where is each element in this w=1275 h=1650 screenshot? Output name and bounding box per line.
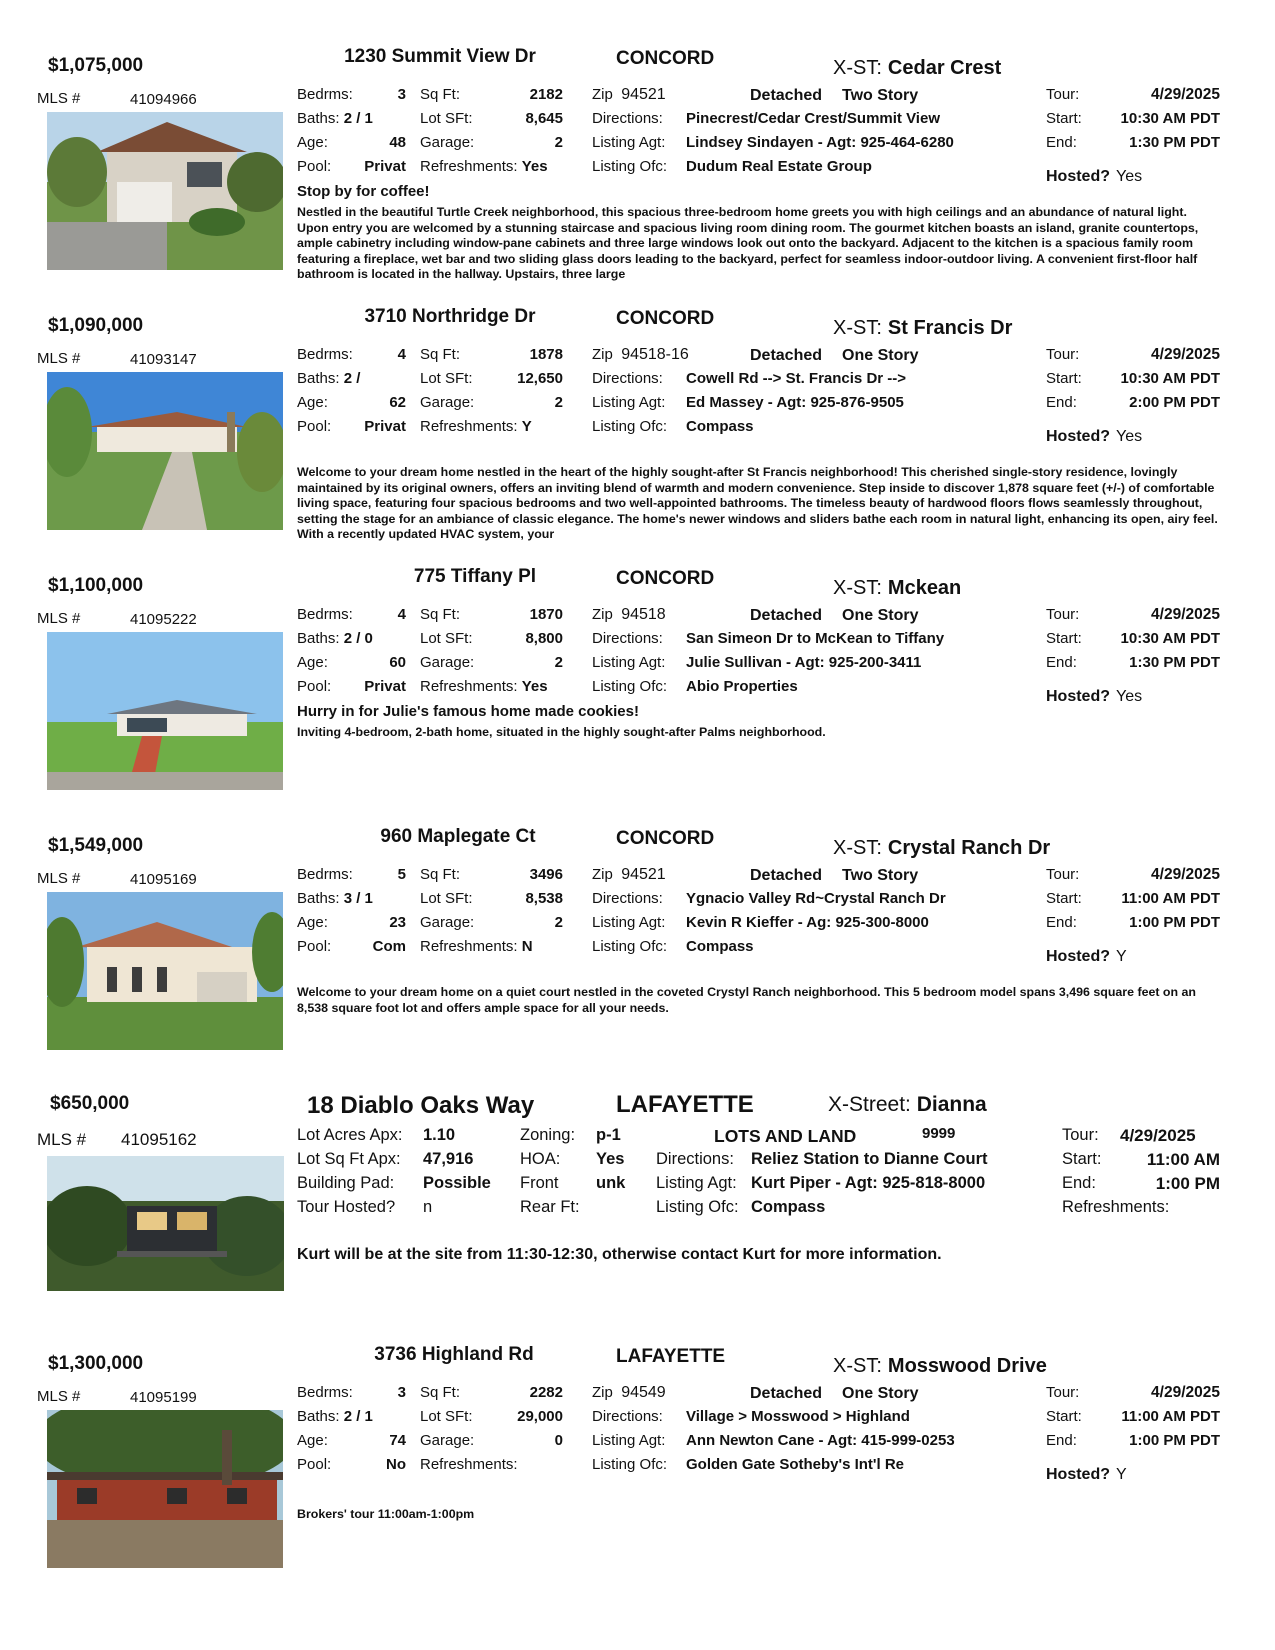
baths-label: Baths: 2 / 1 (297, 1408, 373, 1425)
building-pad-value: Possible (423, 1174, 491, 1192)
lot-sft-value: 8,800 (525, 630, 563, 647)
end-label: End: (1046, 134, 1077, 151)
mls-label: MLS # (37, 1130, 87, 1149)
listing-photo[interactable] (47, 112, 283, 270)
start-label: Start: (1046, 370, 1082, 387)
lot-sft-value: 8,645 (525, 110, 563, 127)
listing-office-value: Compass (751, 1198, 826, 1216)
tour-label: Tour: (1046, 606, 1080, 623)
listing-office-value: Dudum Real Estate Group (686, 158, 872, 175)
listing-headline: Hurry in for Julie's famous home made cookies! (297, 703, 639, 720)
listing-agent-value: Kurt Piper - Agt: 925-818-8000 (751, 1174, 986, 1192)
lot-sqft-value: 47,916 (423, 1150, 474, 1168)
stories: Two Story (842, 867, 919, 884)
stories: Two Story (842, 87, 919, 104)
mls-label: MLS # (37, 610, 81, 627)
directions-value: Cowell Rd --> St. Francis Dr --> (686, 370, 907, 387)
mls-number: 41095222 (130, 611, 197, 628)
zoning-label: Zoning: (520, 1126, 576, 1144)
tour-label: Tour: (1046, 346, 1080, 363)
sqft-value: 1878 (529, 346, 563, 363)
mls-label: MLS # (37, 350, 81, 367)
refreshments-label: Refreshments: (420, 1456, 518, 1473)
end-time: 1:30 PM PDT (1129, 134, 1220, 151)
listing-office-value: Abio Properties (686, 678, 798, 695)
lot-sft-label: Lot SFt: (420, 890, 473, 907)
age-label: Age: (297, 1432, 328, 1449)
start-time: 10:30 AM PDT (1120, 370, 1220, 387)
pool-label: Pool: (297, 158, 332, 175)
bedrooms-label: Bedrms: (297, 86, 353, 103)
front-label: Front (520, 1174, 559, 1192)
listing-city: CONCORD (616, 568, 715, 589)
lot-acres-label: Lot Acres Apx: (297, 1126, 403, 1144)
cross-street: X-ST: Mckean (833, 577, 962, 599)
mls-number: 41094966 (130, 91, 197, 108)
listing-agent-value: Ann Newton Cane - Agt: 415-999-0253 (686, 1432, 955, 1449)
listing-office-label: Listing Ofc: (592, 418, 668, 435)
sqft-label: Sq Ft: (420, 606, 461, 623)
end-time: 1:00 PM (1155, 1174, 1220, 1193)
directions-label: Directions: (592, 630, 663, 647)
tour-label: Tour: (1046, 866, 1080, 883)
listing-photo[interactable] (47, 372, 283, 530)
start-time: 11:00 AM PDT (1121, 1408, 1220, 1425)
tour-label: Tour: (1062, 1126, 1099, 1144)
start-time: 10:30 AM PDT (1120, 630, 1220, 647)
start-time: 11:00 AM (1146, 1150, 1220, 1169)
listing-agent-label: Listing Agt: (656, 1174, 737, 1192)
stories: One Story (842, 347, 919, 364)
end-time: 1:00 PM PDT (1129, 1432, 1220, 1449)
sqft-label: Sq Ft: (420, 866, 461, 883)
zip-field: Zip 94521 (592, 866, 666, 883)
property-category: LOTS AND LAND (714, 1126, 857, 1146)
start-label: Start: (1046, 630, 1082, 647)
listing-headline: Stop by for coffee! (297, 183, 430, 200)
lot-acres-value: 1.10 (423, 1126, 456, 1144)
lot-sft-value: 8,538 (525, 890, 563, 907)
listing-address: 960 Maplegate Ct (380, 826, 536, 847)
listing-address: 1230 Summit View Dr (344, 46, 536, 67)
start-label: Start: (1046, 890, 1082, 907)
mls-number: 41095162 (121, 1130, 197, 1149)
sqft-value: 1870 (529, 606, 563, 623)
listing-agent-label: Listing Agt: (592, 1432, 666, 1449)
age-value: 48 (389, 134, 406, 151)
pool-value: Com (372, 938, 406, 955)
listing-address: 3710 Northridge Dr (364, 306, 536, 327)
start-time: 10:30 AM PDT (1120, 110, 1220, 127)
age-value: 74 (389, 1432, 406, 1449)
hosted: Hosted? Yes (1046, 688, 1143, 705)
zip-field: Zip 94518-16 (592, 346, 689, 363)
tour-date: 4/29/2025 (1151, 86, 1220, 103)
age-value: 60 (389, 654, 406, 671)
listing-office-label: Listing Ofc: (592, 678, 668, 695)
listing-city: LAFAYETTE (616, 1091, 754, 1118)
garage-label: Garage: (420, 394, 475, 411)
start-label: Start: (1062, 1150, 1102, 1168)
garage-value: 2 (554, 134, 563, 151)
bedrooms-value: 4 (397, 606, 406, 623)
sqft-value: 3496 (529, 866, 563, 883)
age-label: Age: (297, 914, 328, 931)
end-time: 1:00 PM PDT (1129, 914, 1220, 931)
cross-street: X-ST: Mosswood Drive (833, 1355, 1047, 1377)
cross-street: X-Street: Dianna (828, 1093, 987, 1116)
listing-office-label: Listing Ofc: (592, 1456, 668, 1473)
age-label: Age: (297, 134, 328, 151)
sqft-label: Sq Ft: (420, 86, 461, 103)
refreshments-label: Refreshments: (1062, 1198, 1170, 1216)
garage-label: Garage: (420, 134, 475, 151)
hoa-label: HOA: (520, 1150, 561, 1168)
bedrooms-label: Bedrms: (297, 1384, 353, 1401)
listing-agent-value: Julie Sullivan - Agt: 925-200-3411 (686, 654, 922, 671)
mls-number: 41093147 (130, 351, 197, 368)
bedrooms-value: 4 (397, 346, 406, 363)
front-value: unk (596, 1174, 626, 1192)
stories: One Story (842, 607, 919, 624)
bedrooms-value: 5 (397, 866, 406, 883)
refreshments-label: Refreshments: N (420, 938, 533, 955)
end-label: End: (1046, 394, 1077, 411)
property-code: 9999 (922, 1125, 956, 1142)
lot-sft-label: Lot SFt: (420, 630, 473, 647)
listing-city: CONCORD (616, 308, 715, 329)
listing-photo[interactable] (47, 632, 283, 790)
listing-description: Welcome to your dream home on a quiet court nestled in the coveted Crystyl Ranch neighborhood. This 5 bedroom model spans 3,496 square feet on an 8,538 square foot lot and offers ample space for all your needs. (297, 985, 1196, 1015)
listing-agent-label: Listing Agt: (592, 134, 666, 151)
bedrooms-value: 3 (397, 1384, 406, 1401)
directions-value: Pinecrest/Cedar Crest/Summit View (686, 110, 940, 127)
refreshments-label: Refreshments: Yes (420, 158, 548, 175)
listing-description: Inviting 4-bedroom, 2-bath home, situated in the highly sought-after Palms neighborhood. (297, 725, 826, 739)
bedrooms-label: Bedrms: (297, 346, 353, 363)
refreshments-label: Refreshments: Yes (420, 678, 548, 695)
age-label: Age: (297, 654, 328, 671)
listing-city: LAFAYETTE (616, 1346, 726, 1367)
age-label: Age: (297, 394, 328, 411)
zip-field: Zip 94521 (592, 86, 666, 103)
directions-label: Directions: (656, 1150, 734, 1168)
start-time: 11:00 AM PDT (1121, 890, 1220, 907)
listing-price: $1,549,000 (48, 835, 144, 856)
mls-label: MLS # (37, 870, 81, 887)
tour-date: 4/29/2025 (1151, 346, 1220, 363)
start-label: Start: (1046, 110, 1082, 127)
end-label: End: (1046, 914, 1077, 931)
property-type: Detached (750, 87, 823, 104)
end-time: 2:00 PM PDT (1129, 394, 1220, 411)
mls-number: 41095169 (130, 871, 197, 888)
hoa-value: Yes (596, 1150, 625, 1168)
end-label: End: (1046, 1432, 1077, 1449)
bedrooms-label: Bedrms: (297, 606, 353, 623)
listing-office-label: Listing Ofc: (656, 1198, 739, 1216)
listing-4 (0, 818, 1275, 1078)
baths-label: Baths: 3 / 1 (297, 890, 373, 907)
listing-office-value: Golden Gate Sotheby's Int'l Re (686, 1456, 904, 1473)
lot-sft-value: 29,000 (517, 1408, 563, 1425)
pool-value: No (386, 1456, 406, 1473)
listing-agent-value: Ed Massey - Agt: 925-876-9505 (686, 394, 904, 411)
listing-address: 775 Tiffany Pl (413, 566, 537, 587)
hosted: Hosted? Yes (1046, 428, 1143, 445)
pool-label: Pool: (297, 938, 332, 955)
listing-price: $1,075,000 (48, 55, 144, 76)
building-pad-label: Building Pad: (297, 1174, 395, 1192)
listing-description: Kurt will be at the site from 11:30-12:30, otherwise contact Kurt for more information. (297, 1246, 942, 1263)
listing-office-label: Listing Ofc: (592, 938, 668, 955)
mls-label: MLS # (37, 1388, 81, 1405)
age-value: 23 (389, 914, 406, 931)
zip-field: Zip 94518 (592, 606, 666, 623)
listing-city: CONCORD (616, 828, 715, 849)
hosted: Hosted? Y (1046, 1466, 1127, 1483)
property-type: Detached (750, 347, 823, 364)
cross-street: X-ST: Crystal Ranch Dr (833, 837, 1051, 859)
mls-label: MLS # (37, 90, 81, 107)
listing-price: $650,000 (50, 1093, 130, 1114)
listing-address: 18 Diablo Oaks Way (307, 1092, 535, 1119)
stories: One Story (842, 1385, 919, 1402)
tour-hosted-label: Tour Hosted? (297, 1198, 396, 1216)
listing-price: $1,300,000 (48, 1353, 144, 1374)
directions-label: Directions: (592, 370, 663, 387)
bedrooms-label: Bedrms: (297, 866, 353, 883)
listing-1 (0, 38, 1275, 298)
tour-hosted-value: n (423, 1198, 433, 1216)
pool-label: Pool: (297, 1456, 332, 1473)
directions-label: Directions: (592, 890, 663, 907)
listing-photo[interactable] (47, 1410, 283, 1568)
garage-value: 2 (554, 394, 563, 411)
tour-label: Tour: (1046, 1384, 1080, 1401)
listing-2 (0, 298, 1275, 558)
listing-description: Nestled in the beautiful Turtle Creek neighborhood, this spacious three-bedroom home greets you with high ceilings and an abundance of natural light. Upon entry you are welcomed by a stunning staircase and spacious living room dining room. The gourmet kitchen boasts an island, granite countertops, ample cabinetry including window-pane cabinets and three large windows look out onto the backyard. Adjacent to the kitchen is a spacious family room featuring a fireplace, wet bar and two sliding glass doors leading to the backyard, perfect for seamless indoor-outdoor living. A convenient first-floor half bathroom is located in the hallway. Upstairs, three large (297, 205, 1199, 281)
directions-value: Village > Mosswood > Highland (686, 1408, 910, 1425)
refreshments-label: Refreshments: Y (420, 418, 532, 435)
listing-price: $1,100,000 (48, 575, 144, 596)
listing-agent-label: Listing Agt: (592, 654, 666, 671)
directions-value: San Simeon Dr to McKean to Tiffany (686, 630, 945, 647)
rear-ft-label: Rear Ft: (520, 1198, 580, 1216)
listing-6 (0, 1336, 1275, 1596)
garage-value: 2 (554, 914, 563, 931)
listing-3 (0, 558, 1275, 818)
listing-agent-label: Listing Agt: (592, 914, 666, 931)
bedrooms-value: 3 (397, 86, 406, 103)
lot-sqft-label: Lot Sq Ft Apx: (297, 1150, 401, 1168)
directions-value: Ygnacio Valley Rd~Crystal Ranch Dr (686, 890, 946, 907)
sqft-value: 2182 (529, 86, 563, 103)
baths-label: Baths: 2 / 0 (297, 630, 373, 647)
listing-photo[interactable] (47, 1156, 284, 1291)
property-type: Detached (750, 867, 823, 884)
listing-photo[interactable] (47, 892, 283, 1050)
tour-date: 4/29/2025 (1151, 866, 1220, 883)
lot-sft-value: 12,650 (517, 370, 563, 387)
directions-label: Directions: (592, 1408, 663, 1425)
garage-label: Garage: (420, 914, 475, 931)
tour-date: 4/29/2025 (1151, 606, 1220, 623)
property-type: Detached (750, 1385, 823, 1402)
pool-value: Privat (364, 158, 406, 175)
listing-agent-value: Kevin R Kieffer - Ag: 925-300-8000 (686, 914, 929, 931)
pool-value: Privat (364, 678, 406, 695)
age-value: 62 (389, 394, 406, 411)
listing-address: 3736 Highland Rd (374, 1344, 534, 1365)
listing-description: Brokers' tour 11:00am-1:00pm (297, 1507, 475, 1521)
garage-value: 0 (554, 1432, 563, 1449)
hosted: Hosted? Y (1046, 948, 1127, 965)
land-listing (0, 1078, 1275, 1338)
pool-value: Privat (364, 418, 406, 435)
listing-city: CONCORD (616, 48, 715, 69)
end-label: End: (1062, 1174, 1096, 1192)
listing-description: Welcome to your dream home nestled in the heart of the highly sought-after St Francis neighborhood! This cherished single-story residence, lovingly maintained by its original owners, offers an inviting blend of warmth and modern convenience. Step inside to discover 1,878 square feet (+/-) of comfortable living space, featuring four spacious bedrooms and two well-appointed bathrooms. The timeless beauty of hardwood floors flows seamlessly throughout, setting the stage for an ambiance of classic elegance. The home's newer windows and sliders bathe each room in natural light, enhancing its open, airy feel. With a recently updated HVAC system, your (297, 465, 1218, 541)
tour-date: 4/29/2025 (1151, 1384, 1220, 1401)
tour-label: Tour: (1046, 86, 1080, 103)
pool-label: Pool: (297, 678, 332, 695)
directions-label: Directions: (592, 110, 663, 127)
garage-label: Garage: (420, 654, 475, 671)
baths-label: Baths: 2 / (297, 370, 361, 387)
mls-number: 41095199 (130, 1389, 197, 1406)
listing-office-label: Listing Ofc: (592, 158, 668, 175)
pool-label: Pool: (297, 418, 332, 435)
zoning-value: p-1 (596, 1126, 621, 1144)
zip-field: Zip 94549 (592, 1384, 666, 1401)
lot-sft-label: Lot SFt: (420, 1408, 473, 1425)
listing-agent-label: Listing Agt: (592, 394, 666, 411)
listing-office-value: Compass (686, 938, 754, 955)
end-label: End: (1046, 654, 1077, 671)
lot-sft-label: Lot SFt: (420, 110, 473, 127)
garage-value: 2 (554, 654, 563, 671)
hosted: Hosted? Yes (1046, 168, 1143, 185)
baths-label: Baths: 2 / 1 (297, 110, 373, 127)
listing-price: $1,090,000 (48, 315, 144, 336)
lot-sft-label: Lot SFt: (420, 370, 473, 387)
listing-office-value: Compass (686, 418, 754, 435)
cross-street: X-ST: St Francis Dr (833, 317, 1013, 339)
end-time: 1:30 PM PDT (1129, 654, 1220, 671)
start-label: Start: (1046, 1408, 1082, 1425)
directions-value: Reliez Station to Dianne Court (751, 1150, 988, 1168)
sqft-label: Sq Ft: (420, 346, 461, 363)
cross-street: X-ST: Cedar Crest (833, 57, 1002, 79)
garage-label: Garage: (420, 1432, 475, 1449)
sqft-value: 2282 (529, 1384, 563, 1401)
property-type: Detached (750, 607, 823, 624)
sqft-label: Sq Ft: (420, 1384, 461, 1401)
listing-agent-value: Lindsey Sindayen - Agt: 925-464-6280 (686, 134, 954, 151)
tour-date: 4/29/2025 (1120, 1126, 1196, 1145)
